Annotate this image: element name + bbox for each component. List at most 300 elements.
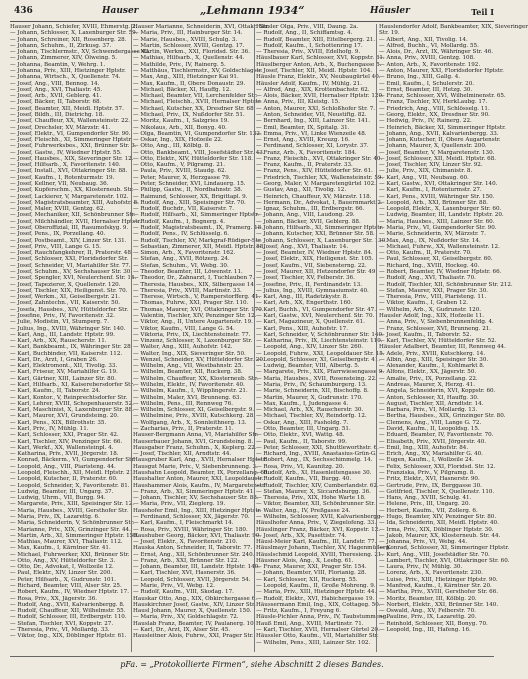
directory-entry: — Johann, Hilfsarb., XI, Simmeringer Hptstr. [256,225,384,231]
directory-entry: — Theresia, Priv., XIX, Hohe Warte 18. [256,495,366,502]
directory-entry: — Karl, Buchh., VI, Gumpendorfer Str. 47. [256,306,377,313]
directory-entry: — Karl, Schlosser, XII, Ruckerg. 55. [256,576,358,583]
directory-entry: — Pauline, Priv., IX, Lazarettg. 20. [379,614,477,621]
directory-entry: — Josef, Chauffeur, XX, Wallensteinstr. 22. [10,118,130,125]
directory-entry: Hauskar Otto, Ang., XIX, Obkirchergasse 6. [133,595,257,602]
directory-entry: — Karl, Kaufm., I, Fleischmarkt 14. [133,520,234,527]
directory-entry: — Karl, Maschinist, X, Laxenburger Str. 88. [10,407,134,414]
directory-entry: — Rudolf, Ang., XIII, Speisinger Str. 70. [133,199,246,206]
directory-entry: — Karl, Gastw., XVI, Neulerchenf. Str. 70. [256,312,375,319]
directory-entry: — Bruno, Ing., XIII, Gallg. 4. [379,74,461,81]
directory-entry: — Olga, Beamtin, VI, Gumpendorfer Str. 132. [133,130,262,137]
directory-entry: — Ernst, Ang., XII, Schönbrunner Str. 240. [133,551,255,558]
directory-entry: — Richard, Ing., XVIII, Hockeg. 40. [379,262,480,269]
directory-entry: — Marie, Schneiderin, XV, Märzstr. 7. [379,231,486,238]
directory-entry: — Michael, Fuhrw., XX, Wallensteinstr. 12. [379,243,500,250]
directory-entry: — Maria, Priv., IV, Schaumburgerg. 13. [256,382,367,389]
directory-entry: — Theresia, Priv., XVIII, Martinstr. 33. [133,287,242,294]
directory-entry: — Gottfried, Tischler, X, Quellenstr. 110. [379,488,495,495]
directory-entry: Hausgruber Karl, Ang., XVII, Hernalser Hptstr. [133,457,267,464]
directory-entry: — Josef, Bäcker, II, Taborstr. 68. [10,99,102,106]
directory-entry: — Max, Ang., IX, Nußdorfer Str. 14. [379,237,481,244]
directory-entry: — Franz, Arb., XXI, Brünner Str. 122. [133,557,240,564]
directory-entry: — Otto, Ang., XV, Hütteldorfer Str. 3. [10,557,116,564]
directory-entry: Häusler Olga, Priv., VIII, Daung. 2a. [256,24,359,30]
directory-entry: Häusler Adalbert, Beamter, III, Rennweg 44. [379,344,506,351]
directory-entry: — Wilhelm, Chauffeur, XX, Klosterneub. Str. [133,375,259,382]
directory-entry: — Michael, Bäcker, XI, Hauffg. 12. [133,86,232,93]
directory-entry: — Alois, Dr., Arzt, IX, Währinger Str. 46. [379,49,494,56]
directory-entry: — Josef, Werkm., XI, Geiselbergstr. 21. [10,294,120,301]
directory-entry: — Ida, Schneiderin, XII, Meidl. Hptstr. 40. [379,520,499,527]
directory-entry: — Karl, Ang., III, Landstr. Hptstr. 99. [10,331,115,338]
directory-entry: — Josef, Arb., XVII, Geblerg. 41. [10,93,102,100]
directory-entry: — Viktor, Kaufm., I, Graben 12. [379,300,468,307]
page-title: „Lehmann 1934“ [200,4,305,17]
directory-entry: — Johann, Tischler, XV, Sechshauser Str. 88. [133,495,259,502]
directory-entry: — Rudolf, Kaufm., VII, Burgg. 40. [256,476,352,483]
directory-entry: Häuslberger Anton, Arb., X, Buchengasse 5. [256,61,382,68]
directory-entry: — Josef, Hausbes., XIX, Sieveringer Str. 12. [10,155,134,162]
directory-entry: — Josef, Tischler, XIX, Heiligenst. Str. 70. [10,287,128,294]
directory-entry: — Josef, Beamter, V, Margaretenstr. 130. [379,149,495,156]
directory-entry: — Karl, Ang., VII, Neubaug. 60. [379,174,469,181]
left-running-keyword: Hauser [102,6,139,16]
directory-entry: — Paul, Kaufm., II, Taborstr. 99. [256,438,347,445]
directory-entry: — Johann, Kutscher, XXI, Brünner Str. 58. [256,231,375,238]
directory-entry: — Karl, Schlosser, XXI, Prager Str. 42. [10,432,119,439]
directory-entry: — Josef, Elektr., VI, Gumpendorfer Str. 90. [10,130,131,137]
right-running-keyword: Häusler [370,6,410,16]
directory-entry: Hausgut Marie, Priv., V, Siebenbrunneng. 3. [133,463,258,470]
directory-entry: — Anton, Arb., X, Favoritenstr. 192. [379,61,481,68]
directory-entry: Haushahn Leopold, Beamter, IX, Porzellang. 60. [133,469,270,476]
directory-entry: — Robert, Beamter, IV, Wiedner Hptstr. 66. [379,268,502,275]
directory-entry: — Michael, Priv., IX, Nußdorfer Str. 51. [133,111,245,118]
directory-entry: — Martin, Arb., XI, Simmeringer Hptstr. 150. [10,532,139,539]
directory-entry: Haushalter Anton, Maurer, XXI, Leopoldaustr. [133,476,264,483]
directory-entry: Häuslinger Franz, Bäcker, XVI, Koppstr. 12. [256,526,381,533]
directory-entry: Häusler Adolf, Kaufm., IV, Mühlg. 21. [256,80,362,87]
directory-entry: — Felix, Schlosser, XXI, Floridsd. Str. 12. [379,463,496,470]
directory-entry: — Josef, Elektr., XIX, Heiligenst. Str. 105. [256,256,374,263]
directory-entry: — Franziska, Priv., V, Pilgramg. 8. [379,469,476,476]
directory-entry: — Karl, Tischler, XVI, Hasnerstr. 36. [133,570,236,577]
directory-entry: — Amalie, Priv., IX, Porzellang. 22. [379,375,478,382]
directory-entry: — Richard, Ing., XVIII, Anastasius-Grün-G. [256,451,377,458]
directory-entry: — Josef, Kellner, VII, Neubaug. 36. [10,181,109,188]
directory-entry: — Rudolf, Beamter, XIII, Eitelbergerg. 21. [256,36,376,43]
directory-entry: — Otto, Elektr., XVI, Wattg. 48. [256,432,345,439]
directory-column-1 [10,24,151,652]
directory-entry: — Josef, Mechaniker, XII, Schönbrunner Str. [10,212,136,219]
header-rule [10,21,494,22]
directory-entry: Häuslbauer Karl, Schlosser, XVI, Koppstr. 81. [256,55,385,62]
directory-entry: — Laura, Priv., IV, Mühlg. 30. [379,564,463,571]
directory-entry: Hauslendorfer Adolf, Bankbeamter, XIX, Sieveringer [379,24,528,30]
directory-entry: Hauslab Franz, Beamter, IV, Paulanerg. 10. [133,620,256,627]
directory-entry: — Alexander, Kaufm., I, Kohlmarkt 8. [379,363,485,370]
directory-entry: Str. 19. [379,30,400,37]
directory-entry: — Julius, Ing., XVIII, Währinger Str. 140. [10,325,126,332]
directory-entry: — Gertrude, Priv., IX, Berggasse 30. [379,482,482,489]
directory-entry: — Johann, Beamter, VIII, Florianig. 28. [256,570,367,577]
directory-entry: — Barbara, Priv., VI, Mollardg. 13. [379,407,478,414]
directory-entry: — Josef, Tischler, XV, Felberstr. 36. [256,275,355,282]
directory-entry: — David, Kaufm., II, Leopoldsg. 15. [379,426,480,432]
directory-entry: — Wilhelm, Pens., III, Rennweg 76. [133,400,234,407]
directory-entry: — Emil, Ing., XIII, Auhofstr. 84. [379,444,469,451]
directory-entry: — Leopold, Ang., VIII, Piaristeng. 44. [10,463,116,470]
directory-entry: — Johanna, Beamtin, V, Wehrg. 1. [10,61,106,68]
directory-entry: — Wenzel, Schneider, XV, Hütteldorfer Str. 20. [133,356,265,363]
directory-entry: — August, Tischler, XII, Arndtstr. 14. [379,400,484,407]
directory-entry: — Karl, Werkf., XX, Wallensteinpl. 4. [10,444,114,451]
directory-entry: Häussler Otto, Kaufm., VII, Mariahilfer Str. [256,633,379,640]
directory-entry: — Otto, Kaufm., II, Praterstr. 70. [379,250,472,257]
directory-entry: — Theresia, Priv., XVIII, Edelhofg. 9. [256,49,361,56]
directory-entry: — Friedrich, Ang., VIII, Schlösselg. 11. [379,105,490,112]
directory-entry: — Josef, Zahntechn., VII, Kaiserstr. 50. [10,300,121,307]
directory-entry: — Viktor, Kaufm., VIII, Lange G. 54. [133,325,235,332]
directory-entry: Haushammer Alois, Kaufm., IV, Margaretenstr. [133,482,266,489]
directory-entry: — Franz, Fleischh., XVI, Ottakringer Str. 40. [256,155,383,162]
directory-entry: — Oskar, Ing., XIX, Hofzeile 22. [133,137,223,144]
footer-note: pFa. = „Protokollierte Firmen“, siehe Abschnitt 2 dieses Bandes. [120,660,384,669]
directory-entry: — Rudolf, Chauffeur, XII, Wilhelmstr. 55. [10,608,126,615]
directory-entry: — Johann, Zimmerer, XIV, Ölweing. 5. [10,55,118,62]
directory-entry: — Ludwig, Uhrm., VII, Burgg. 94. [10,495,106,502]
directory-entry: — Karl, Hilfsarb., XI, Kaiserebersdorfer Str. [10,382,135,389]
directory-entry: Hauser Johann, Schiefer, XVIII, Ehmerstg. 2. [10,24,138,30]
directory-entry: — Marianne, Priv., XIX, Grinzinger Str. 44. [10,526,131,533]
directory-entry: — Otto, Beamter, III, Ungarg. 51. [256,426,351,432]
directory-entry: — Georg, Maler, V, Margaretengürtel 102. [256,181,376,188]
directory-entry: — Sebastian, Zimmerer, XII, Meidl. Hptstr. 88. [133,243,266,250]
directory-entry: — Elisabeth, Priv., XVII, Jörgerstr. 40. [379,438,487,445]
directory-entry: — Paul, Elektr., XIV, Linzer Str. 200. [10,570,113,577]
directory-entry: — Rosa, Priv., VI, Kaunitzg. 20. [256,463,345,470]
directory-entry: — Peter, Hilfsarb., X, Gudrunstr. 101. [10,576,116,583]
directory-entry: — Josef, Kaufm., I, Rotenturmstr. 19. [10,174,115,181]
directory-entry: — Johann, Schreiner, XII, Rosenberg. 28. [10,36,127,43]
directory-entry: — Rudolf, Ang., II, Schiffamtsg. 4. [256,30,353,37]
directory-column-2 [133,24,270,652]
directory-entry: — Josef, Beamter, IV, Wiedner Hptstr. 84. [256,250,373,257]
directory-entry: Häuslhofer Anna, Priv., V, Ziegelofeng. 33. [256,520,377,527]
directory-entry: — Josef, Fuhrwerksbes., XXI, Brünner Str. 3. [10,143,137,150]
directory-entry: — Josef, Priv., VIII, Lange G. 15. [10,243,101,250]
directory-entry: — Anton, Maurer, XXI, Schloßhofer Str. 7. [256,105,376,112]
directory-entry: — Rudolf, Tischler, XV, Markgraf-Rüdiger-Str. [133,237,262,244]
directory-entry: — Rosa, Priv., XVIII, Währinger Str. 180. [133,526,248,533]
directory-entry: — Rosa, Priv., XX, Jägerstr. 36. [10,595,98,602]
column-divider [131,24,132,652]
directory-entry: — Wilhelm, Pens., XIII, Lainzer Str. 102. [256,639,371,646]
directory-entry: — Karl, Magazineur, X, Quellenstr. 61. [256,319,365,326]
directory-entry: — Josef, Kupferschm., XX, Klosterneub. Str. [10,187,134,194]
directory-entry: — Margarete, Priv., XIII, Speisinger Str. 12. [10,501,135,508]
directory-entry: — Andreas, Maurer, X, Herzg. 41. [379,382,475,389]
directory-entry: — Philipp, Gastw., II, Nordbahnstr. 38. [133,187,243,194]
directory-entry: — Rudolf, Ang., XVI, Thaliastr. 70. [379,275,476,282]
directory-entry: — Heinrich, Bäcker, XI, Simmeringer Hptstr. [379,124,506,131]
directory-entry: Haushofer Emil, Ing., XIII, Hietzinger Hptstr. [133,507,262,514]
directory-entry: — Friedrich, Tischler, XX, Wallensteinstr. 59. [256,174,384,181]
directory-entry: — Helene, Priv., III, Ungarg. 20. [379,501,471,508]
directory-entry: — Viktoria, Priv., IX, Liechtensteinstr. 77. [133,331,251,338]
directory-entry: — Rudolf, Kaufm., VIII, Skodag. 17. [133,589,234,596]
directory-entry: — Wilhelm, Beamter, XII, Ruckerg. 38. [133,369,243,376]
directory-entry: — Herbert, Kaufm., VII, Zollerg. 6. [379,507,478,514]
directory-entry: — Leopold, Schlosser, XVII, Jörgerstr. 54. [133,576,251,583]
directory-entry: — Franz, Schlosser, XVI, Wilhelminenstr. 65. [379,93,506,100]
directory-entry: — Wilhelm, Elektr., IV, Favoritenstr. 40. [133,382,245,389]
directory-entry: — Karl, Maurer, XVI, Grundsteing. 20. [10,413,119,420]
directory-entry: — Josef, Tischler, XIV, Linzer Str. 92. [379,162,483,169]
directory-entry: — Wilhelm, Ang., VII, Westbahnstr. 25. [133,363,244,370]
directory-entry: — Rudolf, Schlosser, III, Erdbergstr. 110. [10,614,127,621]
directory-entry: — Karl, Schneider, V, Schönbrunner Str. 140. [256,331,384,338]
directory-entry: — Karl, Kaufm., II, Taborstr. 24. [10,388,101,395]
directory-entry: Häussermann Emil, Ing., XIX, Cottageg. 50. [256,601,381,608]
directory-entry: — Anna, Priv., III, Kleistg. 15. [256,99,340,106]
directory-entry: — Johann, Schlosser, X, Laxenburger Str. 130. [256,237,388,244]
directory-entry: — Paula, Priv., XVIII, Staudg. 62. [133,168,227,175]
directory-entry: — Marie, Schneiderin, XII, Bischoffg. 8. [256,388,369,395]
directory-entry: — Norbert, Elektr., XXI, Brünner Str. 140. [379,601,499,608]
directory-entry: — Theresia, Priv., VI, Mollardg. 33. [10,627,110,633]
directory-entry: — Josef, Gastw., IV, Wiedner Hptstr. 55. [10,149,122,156]
directory-entry: — Leopold, Schneider, X, Favoritenstr. 81. [10,482,130,489]
directory-entry: Hauser Marianne, Schneiderin, XVI, Ottakr. Str. [133,24,270,30]
directory-entry: — Emma, Priv., VI, Linke Wienzeile 48. [256,130,367,137]
directory-entry: — Margarete, Priv., XIX, Pfarrwiesengasse 9. [256,369,385,376]
directory-entry: — Anton, Maurer, XXI, Floridsdorfer Hptstr. [379,67,504,74]
directory-entry: — Mathias, Hilfsarb., X, Quellenstr. 44. [133,55,245,62]
directory-entry: — Josef, Tischler, XII, Arndtstr. 44. [133,451,232,458]
directory-entry: — Theodor, Beamter, III, Löwenstr. 11. [133,268,243,275]
directory-entry: — Leopold, Ing., III, Hafeng. 16. [379,627,471,633]
directory-entry: — Theresia, Priv., VIII, Piaristeng. 11. [379,294,487,301]
directory-entry: — Stefan, Tischler, XVI, Koppstr. 27. [10,620,114,627]
directory-entry: — Anton, Schlosser, XI, Hauffg. 30. [379,394,479,401]
directory-entry: — Maria, Priv., XV, Goldschlagstr. 72. [133,614,239,621]
directory-entry: — Therese, Wirtsch., V, Ramperstorfferg. 41. [133,294,261,301]
directory-entry: — Moritz, Kaufm., I, Salzgries 19. [133,118,230,125]
directory-entry: — Ferdinand, Schlosser, XX, Jägerstr. 70. [133,513,250,520]
directory-entry: — Walter, Ang., IV, Preßgasse 24. [256,507,351,514]
directory-entry: — Josef, Kaufm., II, Taborstr. 52. [379,331,472,338]
directory-entry: — Ludwig, Beamter, III, Ungarg. 37. [10,488,114,495]
directory-entry: — Hans, Ang., XVIII, Schulg. 41. [379,495,472,502]
directory-entry: — Josef, Arb., XX, Pasettistr. 74. [256,532,347,539]
directory-entry: — Karl, Tischler, XIV, Penzinger Str. 66. [10,438,123,445]
directory-entry: — Matthäus, Tischlermstr., XV, Goldschlagstr. [133,67,263,74]
directory-entry: — Jakob, Maurer, XX, Klosterneub. Str. 44. [379,532,501,539]
directory-entry: — Rudolf, Tischler, XIV, Cumberlandstr. 62. [256,482,379,489]
directory-entry: — Karl, Pens., XIII, Auhofstr. 17. [256,325,349,332]
directory-entry: — Karl, Tischler, XVII, Hernalser Gürtel 20. [256,627,380,633]
directory-entry: — Karl, Tischler, XV, Hütteldorfer Str. 52. [379,338,497,345]
directory-entry: — Josef, Oberoffizial, III, Rasumofskyg. 9. [10,225,129,231]
directory-entry: — Karl, Priv., IV, Mühlg. 11. [10,426,89,432]
directory-entry: — Lambert, Tischler, XVI, Ottakringer Str. 60. [379,557,510,564]
directory-entry: — Max, Kaufm., I, Judengasse 4. [256,400,349,407]
directory-entry: — Anton, Schneider, VII, Neustiftg. 82. [256,111,367,118]
directory-entry: — Mathias, Maurer, XVI, Thaliastr. 112. [10,539,123,546]
directory-entry: Haushuber Georg, Bäcker, XVI, Thaliastr. 90. [133,532,262,539]
directory-entry: — Franz, Maurer, XXI, Prager Str. 154. [256,564,367,571]
directory-entry: — Kurt, Ang., VIII, Josefstädter Str. 70. [379,551,490,558]
directory-entry: — Wilhelm, Kaufm., I, Wipplingerstr. 21. [133,388,248,395]
directory-entry: — Josefa, Hausbes., XIV, Hütteldorfer Str. [10,306,129,313]
directory-entry: — Heinrich, Chauffeur, XV, Märzstr. 118. [256,193,372,200]
directory-entry: — Karl, Dr., Arzt, I, Graben 26. [10,356,98,363]
directory-entry: — Rudolf, Tischler, XII, Schönbrunner Str. 212. [379,281,513,288]
directory-entry: — Josef, Maurer, XII, Hetzendorfer Str. 49. [256,268,378,275]
directory-entry: — Oskar, Ang., XIII, Fasholdg. 7. [256,419,349,426]
directory-entry: — Karl, Kaufm., I, Rotenturmstr. 27. [379,187,482,194]
directory-entry: — Ignaz, Schuhm., III, Erdbergstr. 66. [256,206,365,213]
directory-entry: — Anna, Priv., V, Siebenbrunnenfeldg. 4. [379,319,494,326]
directory-entry: — Josef, Beamter, XII, Meidl. Hptstr. 57. [10,105,124,112]
directory-entry: — Josef, Install., XVI, Ottakringer Str. 88. [10,168,128,175]
directory-entry: — Michael, Beamter, VII, Lerchenfelder Str. [133,93,258,100]
directory-entry: — Rudolf, Kaufm., I, Bognerg. 4. [133,218,226,225]
directory-entry: — Josef, Schneider, VI, Mariahilfer Str. 77. [10,262,131,269]
directory-entry: — Johanna, Priv., XIII, Hietzinger Hptstr. [10,67,126,74]
directory-entry: — Paul, Schlosser, XI, Geiselbergstr. 60. [379,256,493,263]
directory-entry: Häusle Franz, Elektr., XV, Neubaugürtel 40. [256,74,381,81]
directory-entry: — Stefan, Maurer, X, Siccardsburgg. 36. [256,488,371,495]
footer-rule [10,656,494,657]
directory-entry: — Irma, Priv., XIX, Döblinger Hptstr. 30. [379,526,494,533]
directory-entry: — Johann, Schlosser, X, Laxenburger Str. 59. [10,30,138,37]
directory-entry: — Josef, Lackierer, V, Margaretenstr. 102. [10,193,129,200]
directory-entry: — Josef, Fleischh., XI, Simmeringer Hptstr. [10,137,133,144]
directory-entry: — Maria, Priv., XIII, Hietzinger Hptstr. 44. [256,589,377,596]
directory-entry: — Leopold, Ang., XIV, Linzer Str. 260. [256,344,363,351]
directory-entry: — Michael, Kutscher, XX, Dresdner Str. 68. [133,105,256,112]
directory-entry: — Josef, Maler, XVIII, Gentzg. 62. [10,206,106,213]
directory-entry: — Josef, Ang., XVI, Thaliastr. 14. [256,243,349,250]
directory-entry: — Rudolf, Buchdr., VII, Kaiserstr. 7. [133,206,235,213]
directory-entry: — Ernst, Ang., XVIII, Kreuzg. 16. [256,137,350,144]
directory-entry: — Max, Kaufm., II, Obere Donaustr. 29. [133,80,246,87]
directory-entry: — Rudolf, Pens., IV, Schlüsselg. 6. [133,231,230,238]
directory-entry: Hausleitner Alois, Fuhrw., XXI, Prager Str. [133,633,254,640]
directory-entry: — Gustav, Ang., XII, Tivolig. 12. [256,187,347,194]
directory-entry: — Josef, Ang., VIII, Bennog. 14. [10,80,100,87]
directory-entry: — Leopold, Schlosser, XI, Geiselbergstr. 41. [256,356,381,363]
directory-entry: Hauser-Bergmann Anna, VI, Mariahilfer Str. [133,432,259,439]
directory-entry: — Rudolf, Elektr., XVI, Habichergasse 19. [256,595,375,602]
volume-part: Teil I [471,7,494,17]
directory-entry: — Richard, Beamter, VIII, Alser Str. 25. [10,583,122,590]
directory-entry: — Josef, Bildh., III, Dietrichg. 18. [10,111,105,118]
directory-entry: — Karl, Gastw., XVI, Ottakringer Str. 140. [379,181,498,188]
directory-entry: — Wolfgang, Arb., X, Sonnleithnerg. 13. [133,419,247,426]
directory-entry: — Viktor, Ing., XIX, Döblinger Hptstr. 61. [10,633,127,640]
directory-entry: — Walter, Ang., XIII, Auhofstr. 142. [133,344,233,351]
directory-entry: — Martin, Maurer, X, Gudrunstr. 170. [256,394,363,401]
directory-entry: — Leopold, Elektr., X, Laxenburger Str. 60. [379,206,502,213]
directory-entry: — Josef, Tapezierer, X, Quellenstr. 120. [10,281,121,288]
directory-entry: — Otto, Dr., Advokat, I, Wollzeile 12. [10,564,114,571]
directory-entry: — Simon, Arb., X, Favoritenstr. 162. [133,250,236,257]
directory-entry: — Peter, Schneider, XVI, Lindauerg. 15. [133,181,246,188]
directory-entry: Häuslmayr Johann, Tischler, XV, Hagenmüllerg. [256,545,392,552]
directory-entry: — Clemens, Ang., VIII, Lange G. 72. [379,419,482,426]
directory-entry: — Ludwig, Beamter, VIII, Albertg. 5. [256,363,360,370]
directory-entry: — Peter, Schlosser, XXI, Shuttleworthstr. 6. [256,444,379,451]
directory-entry: — Angela, Schneiderin, XVI, Koppstr. 60. [379,388,496,395]
directory-entry: — Bernhard, Ing., XIII, Lainzer Str. 141. [256,118,371,125]
directory-entry: — Albin, Ang., XIII, Speisinger Str. 30. [379,356,489,363]
directory-entry: — Karl, Kontor., V, Reinprechtsdorfer Str. [10,394,128,401]
page-number: 436 [14,6,33,16]
directory-entry: — Mathilde, Priv., IV, Rainerg. 5. [133,61,226,68]
directory-entry: — Konrad, Schlosser, XI, Simmeringer Hptstr. [379,545,510,552]
directory-entry: — Karl, Arb., XX, Engerthstr. 160. [256,300,353,307]
directory-entry: — Otto, Bankbeamt., VIII, Josefstädter Str. 43. [133,149,265,156]
directory-entry: — Johann, Bäcker, XVII, Geblerg. 88. [256,218,361,225]
directory-entry: Häusner Alois, Ang., X, Leebg. 61. [256,557,354,564]
directory-entry: — Leopold, Fuhrw., XXI, Leopoldauer Str. 15. [256,350,385,357]
directory-entry: — Karl, Bankbeamt., IX, Währinger Str. 28. [10,344,133,351]
directory-entry: — Konrad, Bäckerm., VI, Gumpendorfer Str. [10,457,136,464]
directory-entry: — Josef, Drechsler, XV, Märzstr. 41. [10,124,111,131]
directory-entry: — Katharina, Priv., IX, Liechtensteinstr. 110. [256,338,383,345]
directory-entry: — Thomas, Fuhrw., XXI, Prager Str. 110. [133,300,249,307]
directory-entry: — Karl, Gärtner, XIII, Lainzer Str. 80. [10,375,117,382]
directory-entry: — Eduard, Beamter, IV, Favoritenstr. 70. [379,432,494,439]
directory-entry: — Johann, Tischlermstr., XV, Schwendergasse 43. [10,49,151,56]
directory-entry: — Manfred, Kaufm., I, Kärntner Str. 20. [379,583,492,590]
directory-entry: Hausgaber Franz, Schuhm., X, Keplerg. 22. [133,444,257,451]
directory-entry: — Peter, Maurer, X, Herzgasse 79. [133,174,231,181]
directory-entry: — Martha, Priv., XVIII, Gersthofer Str. 66. [379,589,499,596]
directory-entry: — Josef, Postbeamt., XIV, Linzer Str. 131. [10,237,127,244]
directory-entry: — Marie, Hausbes., XVIII, Schulg. 3. [133,36,238,43]
directory-entry: — Stefan, Ang., XVII, Rötzerg. 24. [133,256,230,263]
directory-entry: — Rudolf, Ang., XVII, Kalvarienbergg. 8. [10,601,125,608]
directory-entry: — Josefine, Priv., IV, Favoritenstr. 32. [10,312,115,319]
directory-entry: — Max, Kaufm., I, Kärntner Str. 41. [10,545,111,552]
directory-entry: — Michael, Tischler, XV, Reindorfg. 12. [256,413,367,420]
directory-entry: — Hugo, Beamter, XIV, Penzinger Str. 80. [379,513,497,520]
directory-entry: Hauskirchner Josef, Gastw., XIV, Linzer Str. [133,601,256,608]
directory-entry: — Josefine, Priv., II, Ferdinandstr. 13. [256,281,363,288]
directory-entry: — Josef, Schuhm., XV, Sechshauser Str. 30. [10,268,133,275]
directory-entry: — Franz, Pens., XIV, Hütteldorfer Str. 61. [256,168,373,175]
directory-entry: — Josef, Hilfsarb., X, Favoritenstr. 140. [10,162,121,169]
directory-entry: — Johann, Ang., XVII, Kalvarienbergg. 33. [379,130,499,137]
directory-entry: — Otto, Elektr., XIV, Hütteldorfer Str. 118. [133,155,254,162]
directory-entry: — Viktor, Beamter, XII, Schönbrunner Str. [256,501,376,508]
directory-entry: — Vinzenz, Schlosser, X, Laxenburger Str. [133,338,253,345]
directory-entry: — Michael, Arb., XX, Rauscherstr. 30. [256,407,364,414]
directory-entry: — Zacharias, Priv., II, Praterstr. 11. [133,426,234,432]
directory-entry: — Georg, Elektr., XX, Dresdner Str. 90. [379,111,490,118]
directory-entry: — Hermann, Dr., Advokat, I, Bauernmarkt 2. [256,199,383,206]
directory-entry: — Karl, Buchbinder, VII, Kaiserstr. 112. [10,350,123,357]
directory-entry: — Michael, Fleischh., XVII, Hernalser Hptstr. [133,99,262,106]
directory-entry: — Theodor, Dr., Zahnarzt, I, Tuchlauben 7. [133,275,255,282]
directory-entry: — Karl, Ang., III, Radetzkystr. 8. [256,294,349,301]
directory-entry: — Maria, Priv., III, Hainburger Str. 14. [133,30,243,37]
